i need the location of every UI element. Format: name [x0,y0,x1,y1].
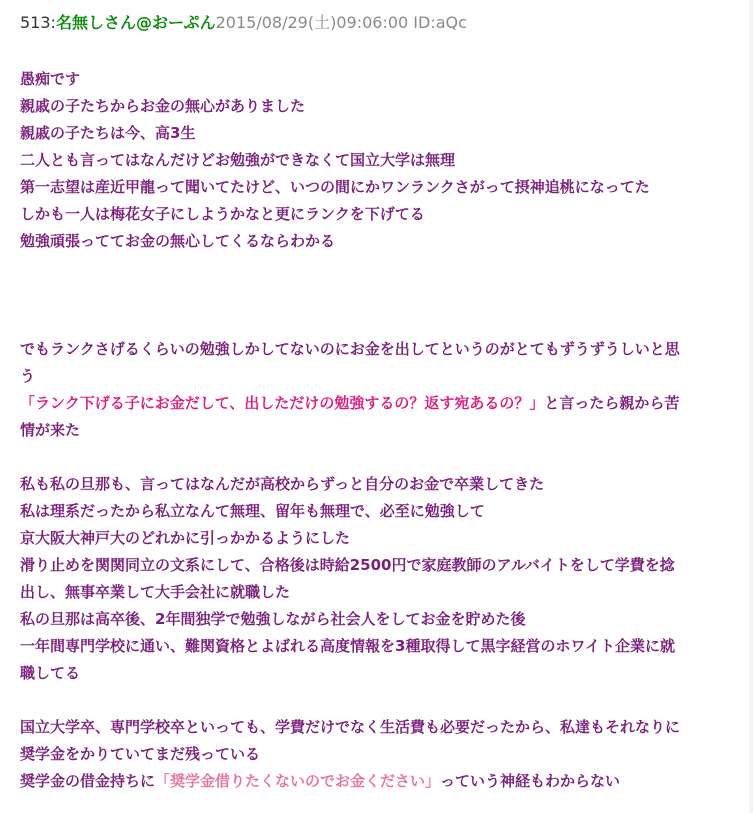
body-line: 親戚の子たちは今、高3生 [20,124,196,142]
body-line: 勉強頑張っててお金の無心してくるならわかる [20,232,336,250]
body-line: 愚痴です [20,70,81,88]
body-line: でもランクさげるくらいの勉強しかしてないのにお金を出してというのがとてもずうずうしいと思 [20,340,680,358]
post-number[interactable]: 513: [20,13,56,32]
body-line: 国立大学卒、専門学校卒といっても、学費だけでなく生活費も必要だったから、私達もそれなりに [20,718,681,736]
body-line: 情が来た [20,421,81,439]
body-line: 奨学金をかりていてまだ残っている [20,745,261,763]
body-line: 私の旦那は高卒後、2年間独学で勉強しながら社会人をしてお金を貯めた後 [20,610,526,628]
body-line: 親戚の子たちからお金の無心がありました [20,97,306,115]
page-edge [749,0,753,813]
blank-line [20,282,730,309]
body-line: 第一志望は産近甲龍って聞いてたけど、いつの間にかワンランクさがって摂神追桃になってた [20,178,650,196]
body-line: 京大阪大神戸大のどれかに引っかかるようにした [20,529,351,547]
post-body [20,66,730,795]
body-text: っていう神経もわからない [440,772,621,790]
body-line: 私は理系だったから私立なんて無理、留年も無理で、必至に勉強して [20,502,485,520]
post-date: 2015/08/29(土)09:06:00 [215,13,409,32]
body-line: 私も私の旦那も、言ってはなんだが高校からずっと自分のお金で卒業してきた [20,475,545,493]
post-header [20,12,467,34]
poster-name: 名無しさん@おーぷん [55,13,216,32]
quoted-speech: 「ランク下げる子にお金だして、出しただけの勉強するの？返す宛あるの？」 [20,394,545,412]
body-line: う [20,367,36,385]
body-line: 出し、無事卒業して大手会社に就職した [20,583,291,601]
poster-id: ID:aQc [413,13,467,32]
blank-line [20,444,730,471]
body-line [20,768,730,795]
quoted-speech: 「奨学金借りたくないのでお金ください」 [155,772,441,790]
blank-line [20,309,730,336]
body-line [20,390,730,417]
body-line: 滑り止めを関関同立の文系にして、合格後は時給2500円で家庭教師のアルバイトをして学費を捻 [20,556,675,574]
body-line: 一年間専門学校に通い、難関資格とよばれる高度情報を3種取得して黒字経営のホワイト企業に就 [20,637,675,655]
body-text: と言ったら親から苦 [544,394,680,412]
body-line: しかも一人は梅花女子にしようかなと更にランクを下げてる [20,205,425,223]
blank-line [20,687,730,714]
body-text: 奨学金の借金持ちに [20,772,156,790]
body-line: 二人とも言ってはなんだけどお勉強ができなくて国立大学は無理 [20,151,456,169]
blank-line [20,255,730,282]
body-line: 職してる [20,664,81,682]
